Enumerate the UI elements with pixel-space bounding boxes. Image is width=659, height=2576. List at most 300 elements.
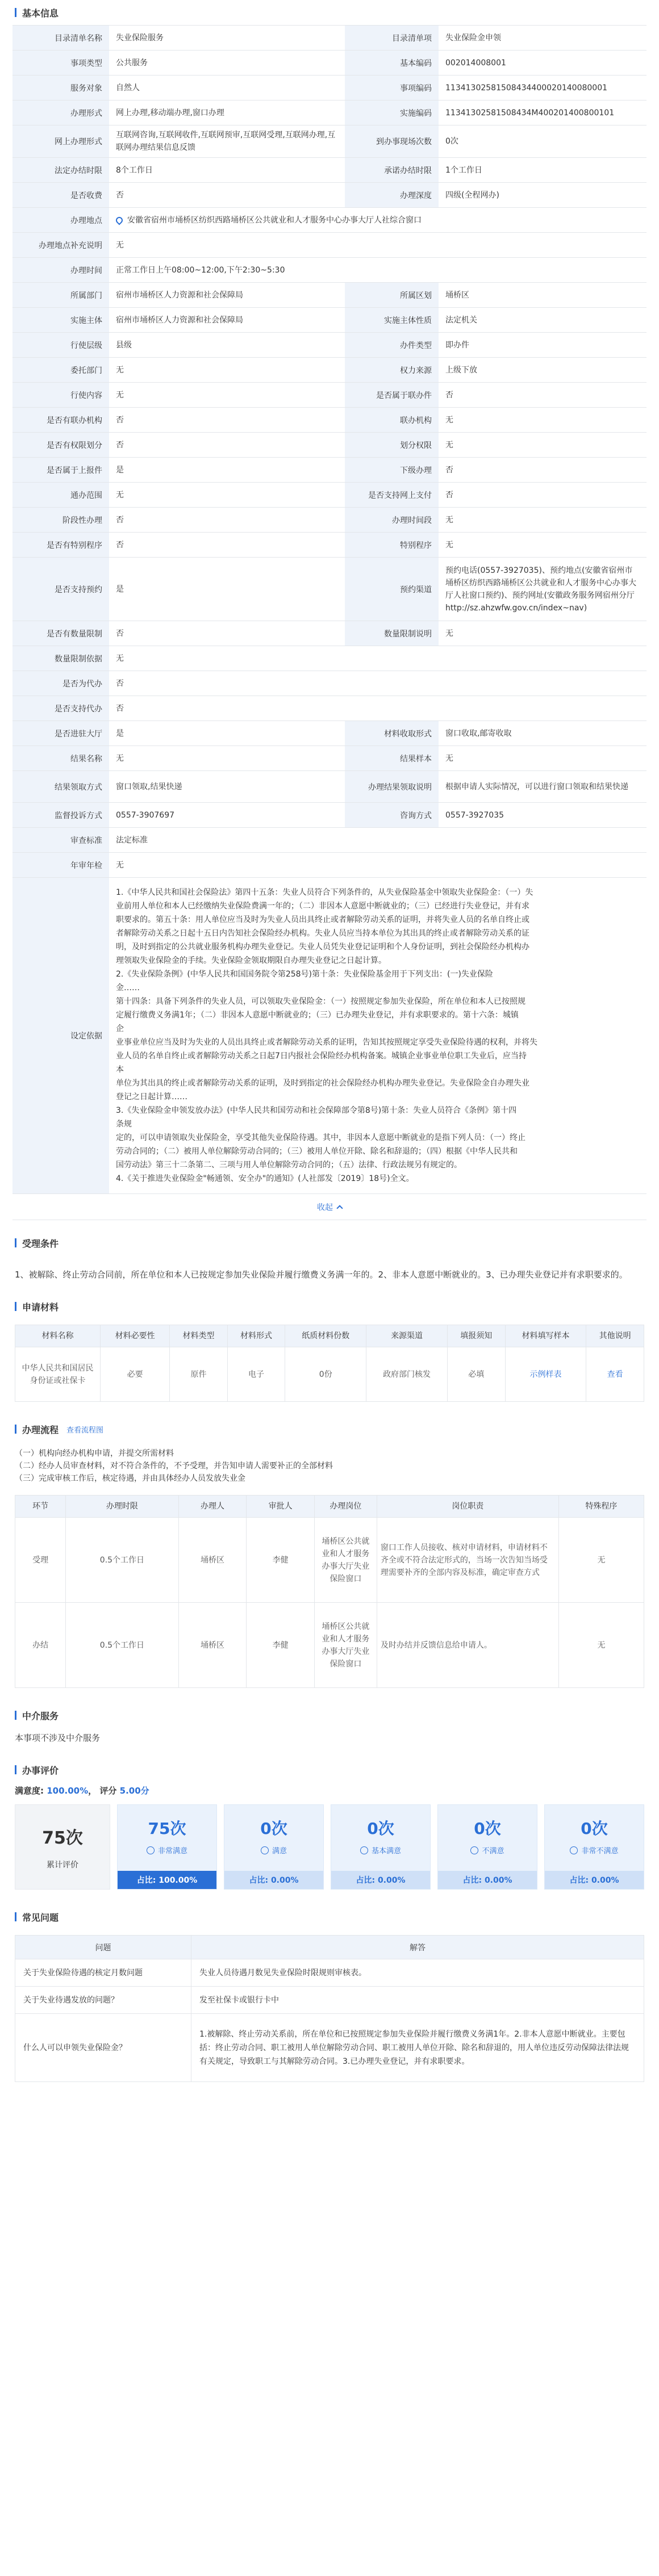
info-row: [12, 76, 647, 100]
info-value: 002014008001: [445, 58, 506, 68]
info-row: [12, 721, 647, 746]
info-label: 办理时间段: [345, 508, 439, 532]
info-row: [12, 308, 647, 333]
column-header: 材料填写样本: [505, 1325, 586, 1347]
info-value: 无: [116, 654, 124, 663]
info-row: [12, 208, 647, 233]
info-label: 办理地点补充说明: [12, 233, 109, 257]
view-link[interactable]: 查看: [607, 1369, 623, 1379]
info-row: [12, 853, 647, 878]
flow-step: 受理: [15, 1518, 66, 1603]
flow-approver: 李健: [247, 1603, 315, 1688]
info-label: 所属部门: [12, 283, 109, 307]
info-label: 办理结果领取说明: [345, 771, 439, 802]
rating-ratio: 占比: 0.00%: [331, 1871, 430, 1889]
info-label: 到办事现场次数: [345, 125, 439, 157]
rating-label-row: [360, 1845, 401, 1855]
info-value: 否: [116, 678, 124, 688]
flow-special: 无: [558, 1518, 644, 1603]
table-row: [15, 1603, 644, 1688]
legal-basis-text: [109, 878, 647, 1193]
info-row: [12, 358, 647, 383]
rating-label: 不满意: [482, 1847, 504, 1855]
rating-card: [437, 1804, 537, 1890]
column-header: 材料形式: [227, 1325, 285, 1347]
column-header: 问题: [15, 1936, 191, 1959]
column-header: 填报须知: [447, 1325, 505, 1347]
flow-special: 无: [558, 1603, 644, 1688]
materials-table: [15, 1325, 644, 1402]
info-label: 目录清单名称: [12, 26, 109, 50]
info-row: [12, 828, 647, 853]
material-form: 电子: [227, 1347, 285, 1402]
table-row: [15, 1959, 644, 1987]
legal-line: 第十四条：具备下列条件的失业人员，可以领取失业保险金：（一）按照规定参加失业保险，所在单位和本人已按照规: [116, 997, 525, 1006]
legal-line: 业前用人单位和本人已经缴纳失业保险费满一年的；（二）非因本人意愿中断就业的；（三）已经进行失业登记，并有求: [116, 902, 529, 911]
legal-line: 业人员的名单自终止或者解除劳动关系之日起7日内报社会保险经办机构备案。城镇企业事业单位职工失业后，应当持: [116, 1052, 527, 1061]
section-bar: [15, 1238, 16, 1247]
legal-line: 4.《关于推进失业保险金"畅通领、安全办"的通知》(人社部发〔2019〕18号)全文。: [116, 1174, 414, 1183]
info-label: 事项类型: [12, 51, 109, 75]
agency-text: 本事项不涉及中介服务: [15, 1733, 101, 1743]
flow-table: [15, 1495, 644, 1688]
smiley-face-icon: [147, 1846, 155, 1854]
info-value: 否: [445, 465, 453, 475]
info-label: 目录清单项: [345, 26, 439, 50]
info-value: 无: [445, 415, 453, 425]
rating-label-row: [261, 1845, 287, 1855]
table-row: [15, 1518, 644, 1603]
rating-count: 0次: [581, 1819, 608, 1838]
info-row: [12, 646, 647, 671]
info-label: 结果领取方式: [12, 771, 109, 802]
info-label: 阶段性办理: [12, 508, 109, 532]
info-value: 是: [116, 584, 124, 594]
info-label: 年审年检: [12, 853, 109, 877]
section-title: 办事评价: [22, 1765, 59, 1776]
flow-handler: 埇桥区: [178, 1603, 247, 1688]
info-value: 8个工作日: [116, 165, 153, 175]
info-row: [12, 158, 647, 183]
flow-post: 埇桥区公共就业和人才服务办事大厅失业保险窗口: [314, 1518, 377, 1603]
smiley-face-icon: [570, 1846, 578, 1854]
info-label: 划分权限: [345, 433, 439, 457]
collapse-label: 收起: [317, 1203, 333, 1212]
material-type: 原件: [170, 1347, 228, 1402]
evaluation-cards: [15, 1804, 644, 1890]
column-header: 环节: [15, 1496, 66, 1518]
info-row: [12, 433, 647, 458]
legal-line: 3.《失业保险金申领发放办法》(中华人民共和国劳动和社会保障部令第8号)第十条：失业人员符合《条例》第十四: [116, 1106, 517, 1115]
column-header: 其他说明: [586, 1325, 644, 1347]
info-value: 无: [116, 490, 124, 500]
info-value: 无: [116, 860, 124, 870]
info-label: 是否支持预约: [12, 558, 109, 621]
info-value: 宿州市埇桥区人力资源和社会保障局: [116, 290, 243, 300]
sample-cell: [505, 1347, 586, 1402]
flow-time: 0.5个工作日: [66, 1518, 179, 1603]
info-value: 失业保险服务: [116, 33, 164, 43]
legal-line: 企: [116, 1024, 124, 1033]
table-row: [15, 1987, 644, 2014]
info-label: 设定依据: [12, 878, 109, 1193]
table-row: [15, 2014, 644, 2082]
info-value: 无: [445, 540, 453, 550]
info-value: 否: [116, 190, 124, 200]
score-value: 5.00分: [119, 1786, 149, 1796]
info-row: [12, 333, 647, 358]
info-label: 办理时间: [12, 258, 109, 282]
flow-step: 办结: [15, 1603, 66, 1688]
info-row: [12, 51, 647, 76]
info-value: 否: [116, 540, 124, 550]
section-bar: [15, 1302, 16, 1311]
info-label: 下级办理: [345, 458, 439, 482]
info-label: 审查标准: [12, 828, 109, 852]
rating-card: [331, 1804, 431, 1890]
info-row: [12, 258, 647, 283]
info-value: 宿州市埇桥区人力资源和社会保障局: [116, 315, 243, 325]
legal-line: 职要求的。第五十条：用人单位应当及时为失业人员出具终止或者解除劳动关系的证明，并将失业人员的名单自终止或: [116, 915, 529, 924]
rating-label-row: [570, 1845, 618, 1855]
table-header-row: [15, 1496, 644, 1518]
flow-approver: 李健: [247, 1518, 315, 1603]
rating-ratio: 占比: 0.00%: [224, 1871, 323, 1889]
section-title: 常见问题: [22, 1912, 59, 1923]
info-label: 实施主体性质: [345, 308, 439, 332]
rating-label: 基本满意: [371, 1847, 401, 1855]
info-row: [12, 803, 647, 828]
rating-card: [224, 1804, 324, 1890]
info-value: 否: [116, 440, 124, 450]
total-count: 75次: [42, 1828, 83, 1848]
info-value: 是: [116, 465, 124, 475]
faq-answer: 发至社保卡或银行卡中: [191, 1987, 644, 2014]
info-value: 无: [116, 240, 124, 250]
rating-label: 非常满意: [157, 1847, 187, 1855]
material-count: 0份: [285, 1347, 366, 1402]
info-label: 办理地点: [12, 208, 109, 232]
location-text: 安徽省宿州市埇桥区纺织西路埇桥区公共就业和人才服务中心办事大厅人社综合窗口: [127, 215, 422, 225]
info-value: 窗口收取,邮寄收取: [445, 728, 512, 738]
column-header: 来源渠道: [366, 1325, 448, 1347]
total-evaluation-card: [15, 1804, 110, 1890]
rating-ratio: 占比: 100.00%: [118, 1871, 216, 1889]
info-row: [12, 458, 647, 483]
faq-question: 关于失业待遇发放的问题？: [15, 1987, 191, 2014]
info-label: 监督投诉方式: [12, 803, 109, 827]
rating-label-row: [147, 1845, 187, 1855]
section-bar: [15, 8, 16, 17]
score-label: 评分: [99, 1786, 117, 1796]
info-value: 正常工作日上午08:00~12:00,下午2:30~5:30: [116, 265, 285, 275]
faq-table: [15, 1935, 644, 2082]
material-need: 必要: [101, 1347, 170, 1402]
rating-label-row: [470, 1845, 504, 1855]
info-label: 是否有权限划分: [12, 433, 109, 457]
info-row: [12, 671, 647, 696]
info-value: 根据申请人实际情况，可以进行窗口领取和结果快递: [445, 782, 628, 791]
info-label: 结果名称: [12, 746, 109, 770]
sample-link[interactable]: 示例样表: [529, 1369, 562, 1379]
info-label: 是否有联办机构: [12, 408, 109, 432]
flow-time: 0.5个工作日: [66, 1603, 179, 1688]
legal-line: 明，及时到指定的公共就业服务机构办理失业登记。失业人员凭失业登记证明和个人身份证明，到社会保险经办机构办: [116, 943, 529, 952]
info-row: [12, 878, 647, 1194]
info-value: 否: [116, 515, 124, 525]
table-header-row: [15, 1325, 644, 1347]
legal-line: 2.《失业保险条例》(中华人民共和国国务院令第258号)第十条：失业保险基金用于下列支出：(一)失业保险: [116, 970, 493, 979]
info-label: 是否支持代办: [12, 696, 109, 721]
info-row: [12, 100, 647, 125]
info-label: 是否有数量限制: [12, 621, 109, 646]
info-label: 实施主体: [12, 308, 109, 332]
rating-card: [544, 1804, 644, 1890]
info-value: 失业保险金申领: [445, 33, 501, 43]
legal-line: 理领取失业保险金的手续。失业保险金领取期限自办理失业登记之日起计算。: [116, 956, 386, 965]
rating-card: [117, 1804, 217, 1890]
flow-post: 埇桥区公共就业和人才服务办事大厅失业保险窗口: [314, 1603, 377, 1688]
info-label: 是否属于联办件: [345, 383, 439, 407]
rating-count: 0次: [474, 1819, 501, 1838]
info-row: [12, 483, 647, 508]
rating-ratio: 占比: 0.00%: [545, 1871, 644, 1889]
smiley-face-icon: [261, 1846, 269, 1854]
info-label: 是否支持网上支付: [345, 483, 439, 507]
material-notice: 必填: [447, 1347, 505, 1402]
info-label: 办理深度: [345, 183, 439, 207]
info-value: 法定标准: [116, 835, 148, 845]
column-header: 办理人: [178, 1496, 247, 1518]
flow-steps-text: [0, 1442, 659, 1495]
info-label: 咨询方式: [345, 803, 439, 827]
rating-ratio: 占比: 0.00%: [438, 1871, 537, 1889]
chevron-up-icon: [336, 1205, 343, 1211]
flow-step-line: （二）经办人员审查材料，对不符合条件的，不予受理，并告知申请人需要补正的全部材料: [15, 1461, 333, 1471]
info-value: 即办件: [445, 340, 469, 350]
flow-step-line: （三）完成审核工作后，核定待遇，并由具体经办人员发放失业金: [15, 1474, 245, 1483]
smiley-face-icon: [470, 1846, 478, 1854]
info-label: 办理形式: [12, 100, 109, 125]
info-value: 无: [116, 753, 124, 763]
info-value: 无: [116, 390, 124, 400]
faq-answer: 失业人员待遇月数见失业保险时限规则审核表。: [191, 1959, 644, 1987]
column-header: 岗位职责: [377, 1496, 558, 1518]
section-conditions-header: [0, 1230, 659, 1255]
location-value: [109, 208, 647, 232]
legal-line: 国劳动法》第三十二条第二、三项与用人单位解除劳动合同的；（五）法律、行政法规另有规定的。: [116, 1161, 462, 1170]
info-label: 基本编码: [345, 51, 439, 75]
info-label: 委托部门: [12, 358, 109, 382]
info-label: 联办机构: [345, 408, 439, 432]
section-bar: [15, 1765, 16, 1774]
info-value: 1个工作日: [445, 165, 482, 175]
section-title: 办理流程: [22, 1424, 59, 1435]
section-bar: [15, 1912, 16, 1921]
info-row: [12, 26, 647, 51]
info-value: 县级: [116, 340, 132, 350]
table-header-row: [15, 1936, 644, 1959]
info-row: [12, 383, 647, 408]
rating-label: 非常不满意: [581, 1847, 619, 1855]
legal-line: 定的，可以申请领取失业保险金，享受其他失业保险待遇。其中，非因本人意愿中断就业的是指下列人员：（一）终止: [116, 1133, 525, 1142]
info-row: [12, 183, 647, 208]
info-label: 法定办结时限: [12, 158, 109, 182]
info-row: [12, 746, 647, 771]
section-materials-header: [0, 1294, 659, 1319]
info-label: 权力来源: [345, 358, 439, 382]
section-flow-header: [0, 1417, 659, 1442]
section-agency-header: [0, 1703, 659, 1728]
rating-count: 0次: [367, 1819, 394, 1838]
info-value: 互联网咨询,互联网收件,互联网预审,互联网受理,互联网办理,互联网办理结果信息反馈: [116, 131, 336, 152]
section-title: 申请材料: [22, 1301, 59, 1313]
basic-info-table: [12, 25, 647, 1220]
section-title: 中介服务: [22, 1710, 59, 1721]
section-faq-header: [0, 1904, 659, 1929]
legal-line: 定履行缴费义务满1年；（二）非因本人意愿中断就业的；（三）已办理失业登记，并有求职要求的。第十六条：城镇: [116, 1011, 519, 1020]
info-value: 0次: [445, 137, 458, 146]
info-row: [12, 771, 647, 803]
info-value: 窗口领取,结果快递: [116, 782, 182, 791]
column-header: 材料名称: [15, 1325, 101, 1347]
info-label: 实施编码: [345, 100, 439, 125]
info-value: 否: [116, 703, 124, 713]
legal-line: 业事业单位应当及时为失业的人员出具终止或者解除劳动关系的证明，告知其按照规定享受失业保险待遇的权利，并将失: [116, 1038, 537, 1047]
info-label: 是否进驻大厅: [12, 721, 109, 745]
info-value: 0557-3907697: [116, 810, 175, 820]
info-value: 无: [116, 365, 124, 375]
legal-line: 单位为其出具的终止或者解除劳动关系的证明，及时到指定的社会保险经办机构办理失业登记。失业保险金自办理失业: [116, 1079, 529, 1088]
info-value: 无: [445, 515, 453, 525]
info-label: 结果样本: [345, 746, 439, 770]
info-row: [12, 696, 647, 721]
info-value: 埇桥区: [445, 290, 469, 300]
faq-question: 关于失业保险待遇的核定月数问题: [15, 1959, 191, 1987]
collapse-button[interactable]: [12, 1194, 647, 1220]
legal-line: 者解除劳动关系之日起十五日内告知社会保险经办机构。失业人员应当持本单位为其出具的终止或者解除劳动关系的证: [116, 929, 529, 938]
info-label: 网上办理形式: [12, 125, 109, 157]
info-label: 服务对象: [12, 76, 109, 100]
info-value: 上级下放: [445, 365, 477, 375]
info-label: 数量限制说明: [345, 621, 439, 646]
column-header: 特殊程序: [558, 1496, 644, 1518]
info-value: 否: [445, 390, 453, 400]
info-label: 办件类型: [345, 333, 439, 357]
info-label: 事项编码: [345, 76, 439, 100]
section-basic-header: [0, 0, 659, 25]
rating-count: 0次: [260, 1819, 287, 1838]
location-pin-icon: [115, 215, 124, 225]
satisfaction-label: 满意度:: [15, 1786, 44, 1796]
info-value: 0557-3927035: [445, 810, 504, 820]
info-label: 行使层级: [12, 333, 109, 357]
rating-count: 75次: [148, 1819, 186, 1838]
smiley-face-icon: [360, 1846, 368, 1854]
table-row: [15, 1347, 644, 1402]
section-bar: [15, 1711, 16, 1720]
info-value: 113413025815084344000201400800​01: [445, 83, 608, 93]
info-value: 无: [445, 629, 453, 638]
column-header: 审批人: [247, 1496, 315, 1518]
section-title: 基本信息: [22, 7, 59, 19]
info-label: 是否为代办: [12, 671, 109, 696]
conditions-text: 1、被解除、终止劳动合同前，所在单位和本人已按规定参加失业保险并履行缴费义务满一年的。2、非本人意愿中断就业的。3、已办理失业登记并有求职要求的。: [15, 1270, 628, 1280]
info-value: 网上办理,移动端办理,窗口办理: [116, 108, 224, 118]
rating-label: 满意: [272, 1847, 287, 1855]
legal-line: 金……: [116, 983, 140, 992]
info-value: 否: [116, 629, 124, 638]
column-header: 材料类型: [170, 1325, 228, 1347]
total-label: 累计评价: [47, 1861, 78, 1870]
legal-line: 本: [116, 1065, 124, 1074]
info-value: 11341302581508434M400201400800101: [445, 108, 615, 118]
section-evaluation-header: [0, 1757, 659, 1782]
faq-question: 什么人可以申领失业保险金？: [15, 2014, 191, 2082]
faq-answer: 1.被解除、终止劳动关系前，所在单位和已按照规定参加失业保险并履行缴费义务满1年。2.非本人意愿中断就业。主要包括：终止劳动合同、职工被用人单位解除劳动合同、职工被用人单位开除、除名和辞退的，用人单位违反劳动保障法律法规有关规定，导致职工与其解除劳动合同。3.已办理失业登记，并有求职要求。: [191, 2014, 644, 2082]
column-header: 办理时限: [66, 1496, 179, 1518]
info-value: 否: [445, 490, 453, 500]
info-row: [12, 533, 647, 558]
info-row: [12, 621, 647, 646]
info-label: 材料收取形式: [345, 721, 439, 745]
info-value: 否: [116, 415, 124, 425]
info-label: 是否收费: [12, 183, 109, 207]
flow-duty: 及时办结并反馈信息给申请人。: [377, 1603, 558, 1688]
info-label: 行使内容: [12, 383, 109, 407]
info-label: 是否属于上报件: [12, 458, 109, 482]
info-value: 公共服务: [116, 58, 148, 68]
info-label: 是否有特别程序: [12, 533, 109, 557]
info-row: [12, 283, 647, 308]
material-name: 中华人民共和国居民身份证或社保卡: [15, 1347, 101, 1402]
info-label: 特别程序: [345, 533, 439, 557]
legal-line: 登记之日起计算……: [116, 1092, 187, 1101]
info-value: 是: [116, 728, 124, 738]
info-value: 无: [445, 753, 453, 763]
flow-step-line: （一）机构向经办机构申请，并提交所需材料: [15, 1449, 174, 1458]
info-value: 无: [445, 440, 453, 450]
other-cell: [586, 1347, 644, 1402]
info-label: 数量限制依据: [12, 646, 109, 671]
flow-duty: 窗口工作人员接收、核对申请材料，申请材料不齐全或不符合法定形式的，当场一次告知当场受理需要补齐的全部内容及标准，确定审查方式: [377, 1518, 558, 1603]
info-value: 自然人: [116, 83, 140, 93]
column-header: 解答: [191, 1936, 644, 1959]
satisfaction-value: 100.00%: [47, 1786, 89, 1796]
column-header: 办理岗位: [314, 1496, 377, 1518]
section-title: 受理条件: [22, 1238, 59, 1249]
satisfaction-summary: 满意度: 100.00%， 评分 5.00分: [15, 1786, 149, 1796]
legal-line: 1.《中华人民共和国社会保险法》第四十五条：失业人员符合下列条件的，从失业保险基金中领取失业保险金：（一）失: [116, 888, 533, 897]
booking-channels: 预约电话(0557-3927035)、预约地点(安徽省宿州市埇桥区纺织西路埇桥区公共就业和人才服务中心办事大厅人社窗口预约)、预约网址(安徽政务服务网宿州分厅 http://sz.ahzwfw.gov.cn/index~nav): [445, 566, 636, 613]
section-bar: [15, 1425, 16, 1434]
info-row: [12, 125, 647, 158]
info-row: [12, 558, 647, 621]
info-value: 法定机关: [445, 315, 477, 325]
info-row: [12, 233, 647, 258]
flow-handler: 埇桥区: [178, 1518, 247, 1603]
view-flowchart-link[interactable]: 查看流程图: [66, 1426, 104, 1435]
info-row: [12, 508, 647, 533]
material-source: 政府部门核发: [366, 1347, 448, 1402]
info-label: 承诺办结时限: [345, 158, 439, 182]
info-value: 四级(全程网办): [445, 190, 499, 200]
info-label: 所属区划: [345, 283, 439, 307]
column-header: 材料必要性: [101, 1325, 170, 1347]
column-header: 纸质材料份数: [285, 1325, 366, 1347]
legal-line: 条规: [116, 1120, 132, 1129]
legal-line: 劳动合同的；（二）被用人单位解除劳动合同的；（三）被用人单位开除、除名和辞退的；（四）根据《中华人民共和: [116, 1147, 518, 1156]
